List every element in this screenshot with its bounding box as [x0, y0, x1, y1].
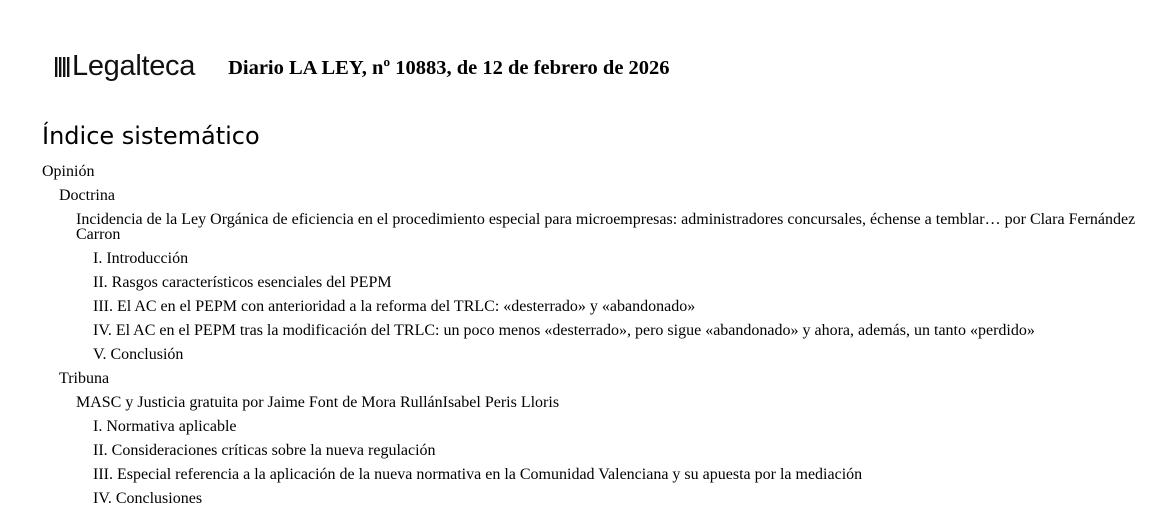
toc-category-tribuna: Tribuna	[59, 370, 110, 387]
toc-article-tribuna[interactable]: MASC y Justicia gratuita por Jaime Font de Mora RullánIsabel Peris Lloris	[76, 394, 560, 411]
toc-article-doctrina[interactable]: Incidencia de la Ley Orgánica de eficiencia en el procedimiento especial para microempresas: administradores concursales, échense a temblar… por Clara Fernández Carron	[76, 211, 1136, 243]
legalteca-logo[interactable]	[55, 50, 195, 83]
toc-item[interactable]: II. Rasgos característicos esenciales del PEPM	[93, 274, 392, 291]
index-title: Índice sistemático	[42, 122, 260, 150]
legalteca-bars-logo-icon	[55, 57, 70, 77]
toc-item[interactable]: II. Consideraciones críticas sobre la nueva regulación	[93, 442, 436, 459]
toc-item[interactable]: I. Introducción	[93, 250, 189, 267]
page-header	[55, 44, 670, 88]
toc-item[interactable]: IV. Conclusiones	[93, 490, 203, 507]
toc-category-doctrina: Doctrina	[59, 187, 115, 204]
toc-section-opinion: Opinión	[42, 163, 95, 180]
logo-text: Legalteca	[72, 49, 196, 82]
toc-item[interactable]: IV. El AC en el PEPM tras la modificación del TRLC: un poco menos «desterrado», pero sigue «abandonado» y ahora, además, un tanto «perdido»	[93, 322, 1035, 339]
toc-item[interactable]: III. Especial referencia a la aplicación de la nueva normativa en la Comunidad Valenciana y su apuesta por la mediación	[93, 466, 863, 483]
table-of-contents	[0, 160, 1167, 511]
toc-item[interactable]: V. Conclusión	[93, 346, 184, 363]
toc-item[interactable]: I. Normativa aplicable	[93, 418, 237, 435]
toc-item[interactable]: III. El AC en el PEPM con anterioridad a la reforma del TRLC: «desterrado» y «abandonado»	[93, 298, 696, 315]
issue-title: Diario LA LEY, nº 10883, de 12 de febrero de 2026	[228, 56, 670, 79]
